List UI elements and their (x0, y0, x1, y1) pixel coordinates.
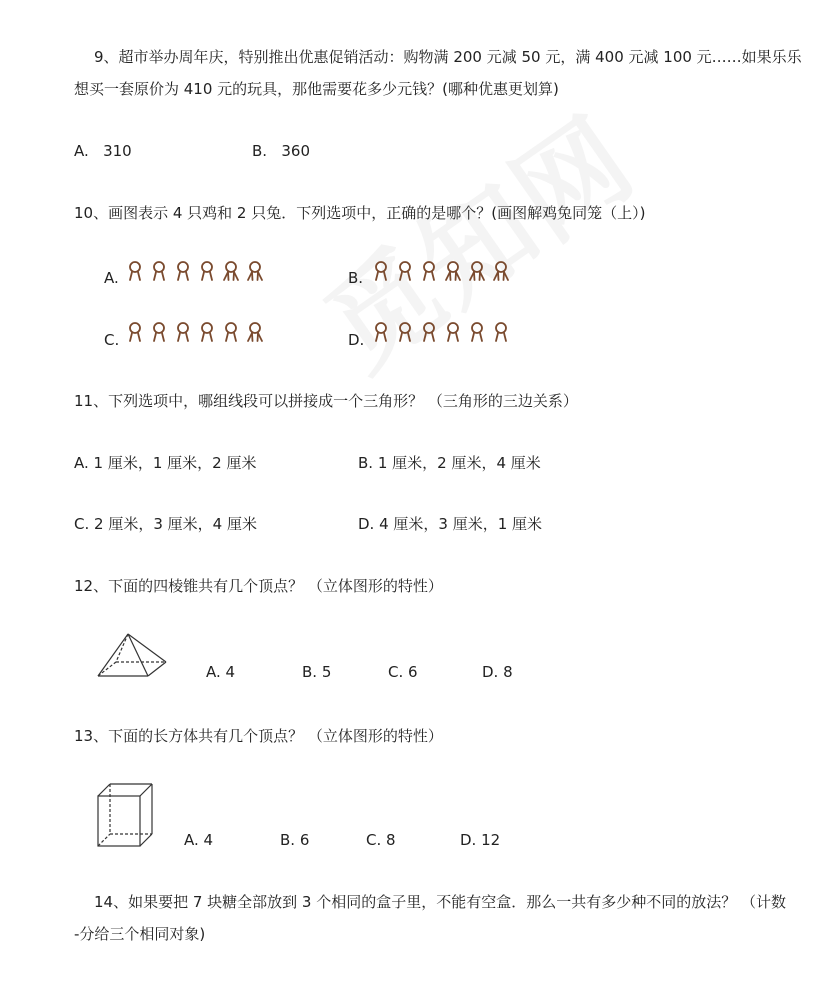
option-value: 6 (299, 831, 310, 849)
q10-option-b-animals (370, 260, 512, 282)
q12-text: 12、下面的四棱锥共有几个顶点？ （立体图形的特性） (74, 577, 443, 595)
q13-option-a[interactable] (184, 830, 213, 850)
q9-option-a[interactable] (74, 141, 132, 161)
option-value: 6 (408, 663, 418, 681)
q13-option-d[interactable] (460, 830, 500, 850)
option-letter: B. (358, 454, 374, 472)
chicken-icon (172, 321, 194, 343)
chicken-icon (196, 321, 218, 343)
chicken-icon (418, 321, 440, 343)
rabbit-icon (442, 260, 464, 282)
q9-text-line2: 想买一套原价为 410 元的玩具，那他需要花多少元钱？(哪种优惠更划算) (74, 80, 559, 98)
rabbit-icon (244, 321, 266, 343)
option-letter: C. (74, 515, 90, 533)
q11-text: 11、下列选项中，哪组线段可以拼接成一个三角形？ （三角形的三边关系） (74, 392, 578, 410)
q10-option-c-animals (124, 321, 266, 343)
chicken-icon (172, 260, 194, 282)
q10-option-d-letter[interactable]: D. (348, 331, 365, 349)
option-letter: C. (388, 663, 404, 681)
chicken-icon (124, 260, 146, 282)
q13-option-b[interactable] (280, 830, 309, 850)
chicken-icon (148, 321, 170, 343)
q13-text: 13、下面的长方体共有几个顶点？ （立体图形的特性） (74, 727, 443, 745)
chicken-icon (418, 260, 440, 282)
option-value: 1 厘米，1 厘米，2 厘米 (93, 454, 257, 472)
option-letter: C. (366, 831, 382, 849)
q12-option-c[interactable] (388, 662, 418, 682)
q10-option-d-animals (370, 321, 512, 343)
option-letter: A. (184, 831, 199, 849)
option-value: 2 厘米，3 厘米，4 厘米 (94, 515, 257, 533)
q12-option-b[interactable] (302, 662, 331, 682)
option-value: 360 (281, 142, 311, 160)
chicken-icon (370, 321, 392, 343)
q14-text-line1: 14、如果要把 7 块糖全部放到 3 个相同的盒子里，不能有空盒．那么一共有多少种不同的放法？ （计数 (94, 893, 787, 911)
q11-option-d[interactable] (358, 514, 542, 534)
chicken-icon (196, 260, 218, 282)
q10-text: 10、画图表示 4 只鸡和 2 只兔．下列选项中，正确的是哪个？(画图解鸡兔同笼（上）) (74, 204, 646, 222)
option-letter: D. (358, 515, 375, 533)
rabbit-icon (490, 260, 512, 282)
chicken-icon (220, 321, 242, 343)
chicken-icon (394, 321, 416, 343)
q11-option-c[interactable] (74, 514, 257, 534)
q10-option-a-animals (124, 260, 266, 282)
option-value: 1 厘米，2 厘米，4 厘米 (377, 454, 541, 472)
option-value: 4 (225, 663, 236, 681)
option-value: 12 (481, 831, 501, 849)
pyramid-figure (94, 630, 170, 680)
q9-option-b[interactable] (252, 141, 310, 161)
q12-option-d[interactable] (482, 662, 513, 682)
option-value: 4 (203, 831, 214, 849)
chicken-icon (442, 321, 464, 343)
option-letter: B. (252, 142, 268, 160)
q11-option-b[interactable] (358, 453, 541, 473)
chicken-icon (124, 321, 146, 343)
rabbit-icon (220, 260, 242, 282)
chicken-icon (148, 260, 170, 282)
option-value: 8 (503, 663, 513, 681)
option-value: 4 厘米，3 厘米，1 厘米 (379, 515, 543, 533)
q12-option-a[interactable] (206, 662, 235, 682)
option-letter: D. (460, 831, 477, 849)
chicken-icon (370, 260, 392, 282)
chicken-icon (490, 321, 512, 343)
chicken-icon (394, 260, 416, 282)
rabbit-icon (244, 260, 266, 282)
option-letter: A. (74, 454, 89, 472)
chicken-icon (466, 321, 488, 343)
option-letter: D. (482, 663, 499, 681)
q10-option-b-letter[interactable]: B. (348, 269, 364, 287)
option-letter: B. (302, 663, 318, 681)
option-value: 8 (386, 831, 396, 849)
option-value: 5 (321, 663, 332, 681)
q10-option-a-letter[interactable]: A. (104, 269, 119, 287)
cuboid-figure (94, 780, 156, 850)
option-letter: B. (280, 831, 296, 849)
q10-option-c-letter[interactable]: C. (104, 331, 120, 349)
option-letter: A. (74, 142, 89, 160)
q13-option-c[interactable] (366, 830, 396, 850)
watermark (290, 74, 661, 400)
q14-text-line2: -分给三个相同对象) (74, 925, 206, 943)
option-value: 310 (103, 142, 132, 160)
option-letter: A. (206, 663, 221, 681)
rabbit-icon (466, 260, 488, 282)
q11-option-a[interactable] (74, 453, 256, 473)
q9-text-line1: 9、超市举办周年庆，特别推出优惠促销活动：购物满 200 元减 50 元，满 400 元减 100 元……如果乐乐 (94, 48, 802, 66)
